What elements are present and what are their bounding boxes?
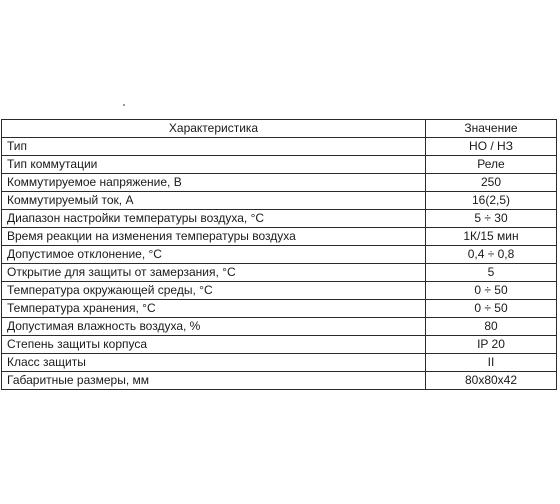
table-row [2, 138, 557, 156]
row-parameter: Температура окружающей среды, °С [2, 282, 426, 300]
table-header-row [2, 120, 557, 138]
table-row [2, 264, 557, 282]
table-row [2, 300, 557, 318]
table-row [2, 156, 557, 174]
row-value: 5 [426, 264, 557, 282]
row-value: 80 [426, 318, 557, 336]
row-parameter: Допустимая влажность воздуха, % [2, 318, 426, 336]
table-row [2, 282, 557, 300]
table-row [2, 174, 557, 192]
row-parameter: Открытие для защиты от замерзания, °С [2, 264, 426, 282]
row-value: IP 20 [426, 336, 557, 354]
table-row [2, 336, 557, 354]
table-row [2, 318, 557, 336]
row-value: НО / НЗ [426, 138, 557, 156]
header-characteristic: Характеристика [2, 120, 426, 138]
row-parameter: Габаритные размеры, мм [2, 372, 426, 390]
row-parameter: Допустимое отклонение, °С [2, 246, 426, 264]
row-parameter: Температура хранения, °С [2, 300, 426, 318]
row-parameter: Тип коммутации [2, 156, 426, 174]
row-value: 0,4 ÷ 0,8 [426, 246, 557, 264]
row-value: Реле [426, 156, 557, 174]
row-value: 1К/15 мин [426, 228, 557, 246]
header-value: Значение [426, 120, 557, 138]
table-row [2, 210, 557, 228]
row-value: 0 ÷ 50 [426, 282, 557, 300]
row-value: 80х80х42 [426, 372, 557, 390]
table-row [2, 228, 557, 246]
table-row [2, 354, 557, 372]
row-value: 250 [426, 174, 557, 192]
table-row [2, 372, 557, 390]
row-parameter: Диапазон настройки температуры воздуха, °С [2, 210, 426, 228]
row-parameter: Коммутируемый ток, А [2, 192, 426, 210]
row-value: II [426, 354, 557, 372]
table-row [2, 246, 557, 264]
specifications-table [1, 119, 557, 390]
row-value: 0 ÷ 50 [426, 300, 557, 318]
row-parameter: Время реакции на изменения температуры воздуха [2, 228, 426, 246]
stray-dot [123, 104, 125, 106]
row-parameter: Коммутируемое напряжение, В [2, 174, 426, 192]
row-parameter: Тип [2, 138, 426, 156]
row-parameter: Класс защиты [2, 354, 426, 372]
row-value: 16(2,5) [426, 192, 557, 210]
row-parameter: Степень защиты корпуса [2, 336, 426, 354]
row-value: 5 ÷ 30 [426, 210, 557, 228]
table-row [2, 192, 557, 210]
